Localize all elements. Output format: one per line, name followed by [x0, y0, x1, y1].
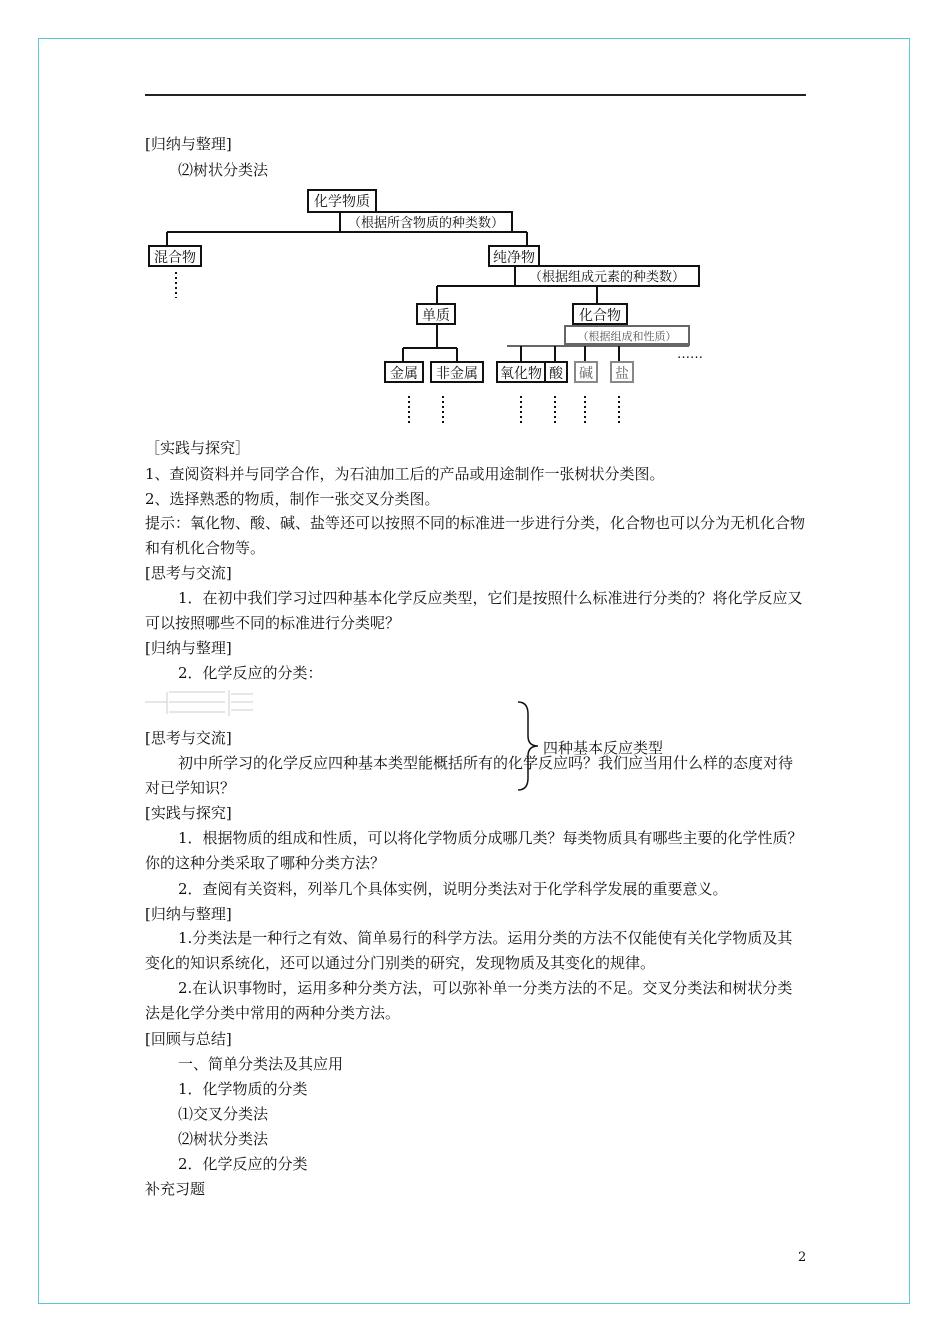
tree-diagram: [145, 186, 725, 432]
question-paragraph: 2．查阅有关资料，列举几个具体实例，说明分类法对于化学科学发展的重要意义。: [178, 880, 728, 898]
section-heading: [归纳与整理]: [145, 905, 232, 923]
section-heading: [思考与交流]: [145, 564, 232, 582]
question-paragraph: 1．在初中我们学习过四种基本化学反应类型，它们是按照什么标准进行分类的？将化学反应又可以按照哪些不同的标准进行分类呢？: [145, 589, 803, 632]
subsection-title: 2．化学反应的分类：: [178, 664, 323, 682]
summary-paragraph: 2.在认识事物时，运用多种分类方法，可以弥补单一分类方法的不足。交叉分类法和树状分类法是化学分类中常用的两种分类方法。: [145, 979, 793, 1022]
section-heading: [思考与交流]: [145, 729, 232, 747]
node-oxide: 氧化物: [500, 366, 542, 382]
section-heading: [回顾与总结]: [145, 1030, 232, 1048]
header-rule: [145, 94, 806, 96]
node-pure-substance: 纯净物: [493, 250, 535, 266]
page-number: 2: [798, 1250, 807, 1265]
practice-item: 2、选择熟悉的物质，制作一张交叉分类图。: [145, 490, 440, 508]
brace-label: 四种基本反应类型: [543, 739, 664, 757]
node-metal: 金属: [390, 366, 418, 382]
supplementary-title: 补充习题: [145, 1180, 206, 1198]
node-pure-note: （根据组成元素的种类数）: [528, 270, 686, 285]
node-acid: 酸: [549, 366, 563, 382]
node-nonmetal: 非金属: [436, 366, 478, 382]
summary-paragraph: 1.分类法是一种行之有效、简单易行的科学方法。运用分类的方法不仅能使有关化学物质及其变化的知识系统化，还可以通过分门别类的研究，发现物质及其变化的规律。: [145, 929, 793, 972]
node-root-note: （根据所含物质的种类数）: [347, 216, 505, 231]
section-heading: ［实践与探究］: [145, 439, 251, 457]
node-mixture: 混合物: [154, 250, 196, 266]
review-item: 2．化学反应的分类: [178, 1155, 308, 1173]
subsection-title: ⑵树状分类法: [178, 161, 269, 179]
section-heading: [归纳与整理]: [145, 135, 232, 153]
node-compound-note: （根据组成和性质）: [577, 330, 677, 343]
review-item: 一、简单分类法及其应用: [178, 1055, 344, 1073]
review-item: ⑴交叉分类法: [178, 1105, 269, 1123]
node-base: 碱: [579, 366, 593, 382]
section-heading: [实践与探究]: [145, 804, 232, 822]
section-heading: [归纳与整理]: [145, 639, 232, 657]
question-paragraph: 初中所学习的化学反应四种基本类型能概括所有的化学反应吗？我们应当用什么样的态度对待对已学知识？: [145, 754, 794, 797]
node-compound: 化合物: [579, 308, 621, 324]
node-chemical-substance: 化学物质: [314, 194, 370, 210]
node-salt: 盐: [615, 366, 629, 382]
reaction-classification-figure: [145, 688, 257, 718]
node-element: 单质: [422, 308, 450, 324]
review-item: 1．化学物质的分类: [178, 1080, 308, 1098]
review-item: ⑵树状分类法: [178, 1130, 269, 1148]
node-compound-dots: ……: [677, 347, 703, 362]
practice-item: 1、查阅资料并与同学合作，为石油加工后的产品或用途制作一张树状分类图。: [145, 465, 665, 483]
hint-paragraph: 提示：氧化物、酸、碱、盐等还可以按照不同的标准进一步进行分类，化合物也可以分为无机化合物和有机化合物等。: [145, 514, 806, 557]
question-paragraph: 1．根据物质的组成和性质，可以将化学物质分成哪几类？每类物质具有哪些主要的化学性质？你的这种分类采取了哪种分类方法？: [145, 829, 803, 872]
